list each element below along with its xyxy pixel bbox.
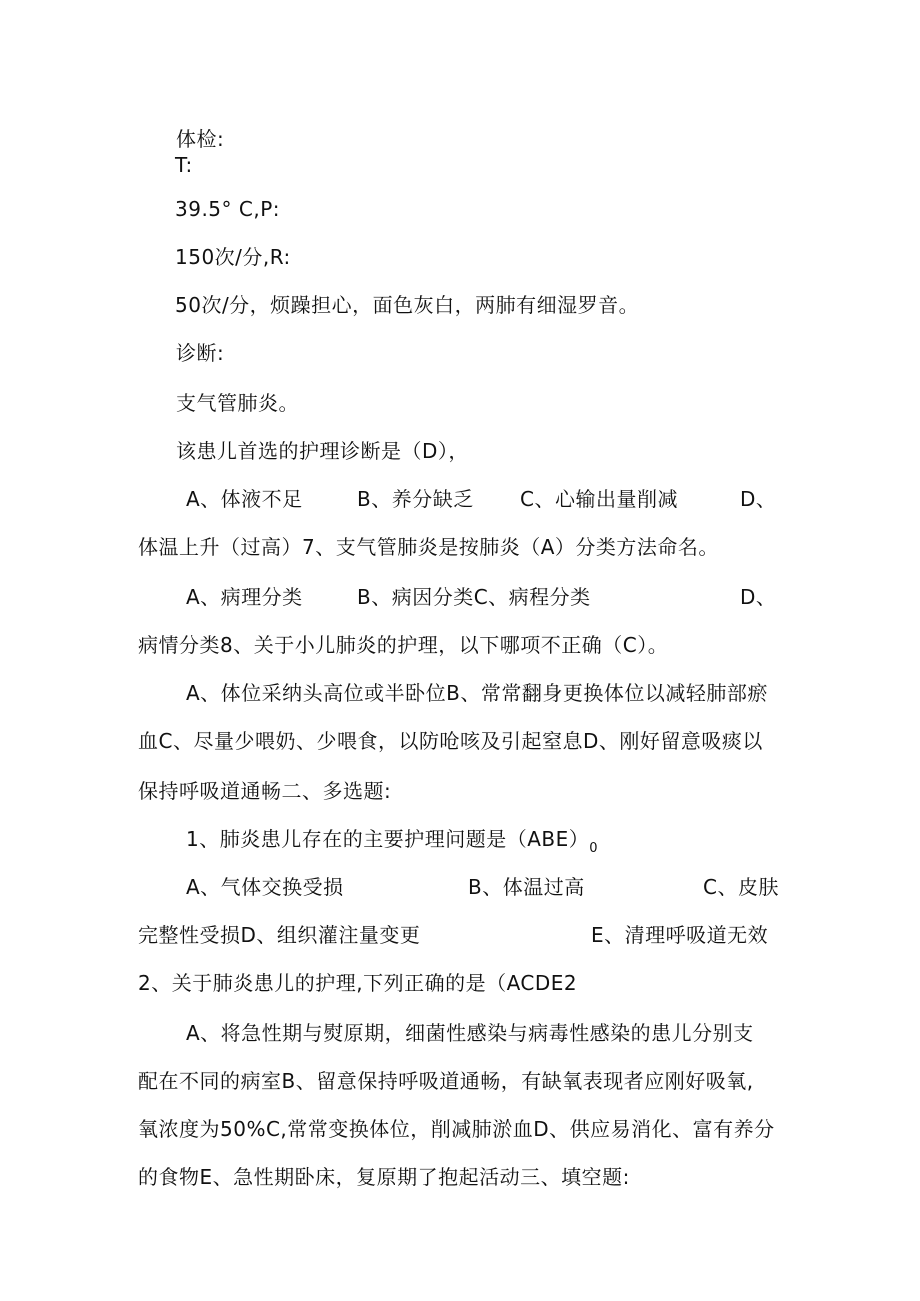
text-line-1: 体检: bbox=[176, 127, 225, 151]
option-a-3: A、气体交换受损 bbox=[186, 875, 344, 899]
text-line-2: T: bbox=[175, 153, 193, 177]
option-c-3: C、皮肤 bbox=[703, 875, 779, 899]
text-line-17: 病情分类8、关于小儿肺炎的护理，以下哪项不正确（C）。 bbox=[138, 633, 669, 657]
option-b: B、养分缺乏 bbox=[357, 487, 474, 511]
question-1-text: 1、肺炎患儿存在的主要护理问题是（ABE） bbox=[186, 827, 590, 851]
text-line-8: 该患儿首选的护理诊断是（D）， bbox=[176, 439, 469, 463]
option-c: C、心输出量削减 bbox=[520, 487, 678, 511]
text-line-4: 150次/分,R: bbox=[175, 245, 291, 269]
option-a: A、体液不足 bbox=[186, 487, 303, 511]
text-line-32: 的食物E、急性期卧床，复原期了抱起活动三、填空题: bbox=[138, 1165, 630, 1189]
text-line-7: 支气管肺炎。 bbox=[176, 391, 299, 415]
text-line-29: A、将急性期与熨原期，细菌性感染与病毒性感染的患儿分别支 bbox=[186, 1021, 754, 1045]
text-line-18: A、体位采纳头高位或半卧位B、常常翻身更换体位以减轻肺部瘀 bbox=[186, 681, 768, 705]
text-line-31: 氧浓度为50%C,常常变换体位，削减肺淤血D、供应易消化、富有养分 bbox=[138, 1117, 775, 1141]
text-line-28: 2、关于肺炎患儿的护理,下列正确的是（ACDE2 bbox=[138, 971, 578, 995]
text-line-19: 血C、尽量少喂奶、少喂食，以防呛咳及引起窒息D、刚好留意吸痰以 bbox=[138, 729, 763, 753]
text-line-21 bbox=[186, 826, 598, 862]
text-line-3: 39.5° C,P: bbox=[175, 197, 281, 221]
option-a-2: A、病理分类 bbox=[186, 585, 303, 609]
option-d-2: D、 bbox=[740, 585, 777, 609]
text-line-20: 保持呼吸道通畅二、多选题: bbox=[138, 779, 392, 803]
option-d: D、 bbox=[740, 487, 777, 511]
text-line-13: 体温上升（过高）7、支气管肺炎是按肺炎（A）分类方法命名。 bbox=[138, 535, 719, 559]
text-line-30: 配在不同的病室B、留意保持呼吸道通畅，有缺氧表现者应刚好吸氧, bbox=[138, 1069, 754, 1093]
text-line-6: 诊断: bbox=[176, 341, 225, 365]
option-row-continued: 完整性受损D、组织灌注量变更 bbox=[138, 923, 421, 947]
option-b-2: B、病因分类C、病程分类 bbox=[357, 585, 591, 609]
option-b-3: B、体温过高 bbox=[468, 875, 585, 899]
option-e-3: E、清理呼吸道无效 bbox=[591, 923, 769, 947]
text-line-5: 50次/分，烦躁担心，面色灰白，两肺有细湿罗音。 bbox=[175, 293, 640, 317]
question-1-suffix: 0 bbox=[589, 841, 599, 856]
